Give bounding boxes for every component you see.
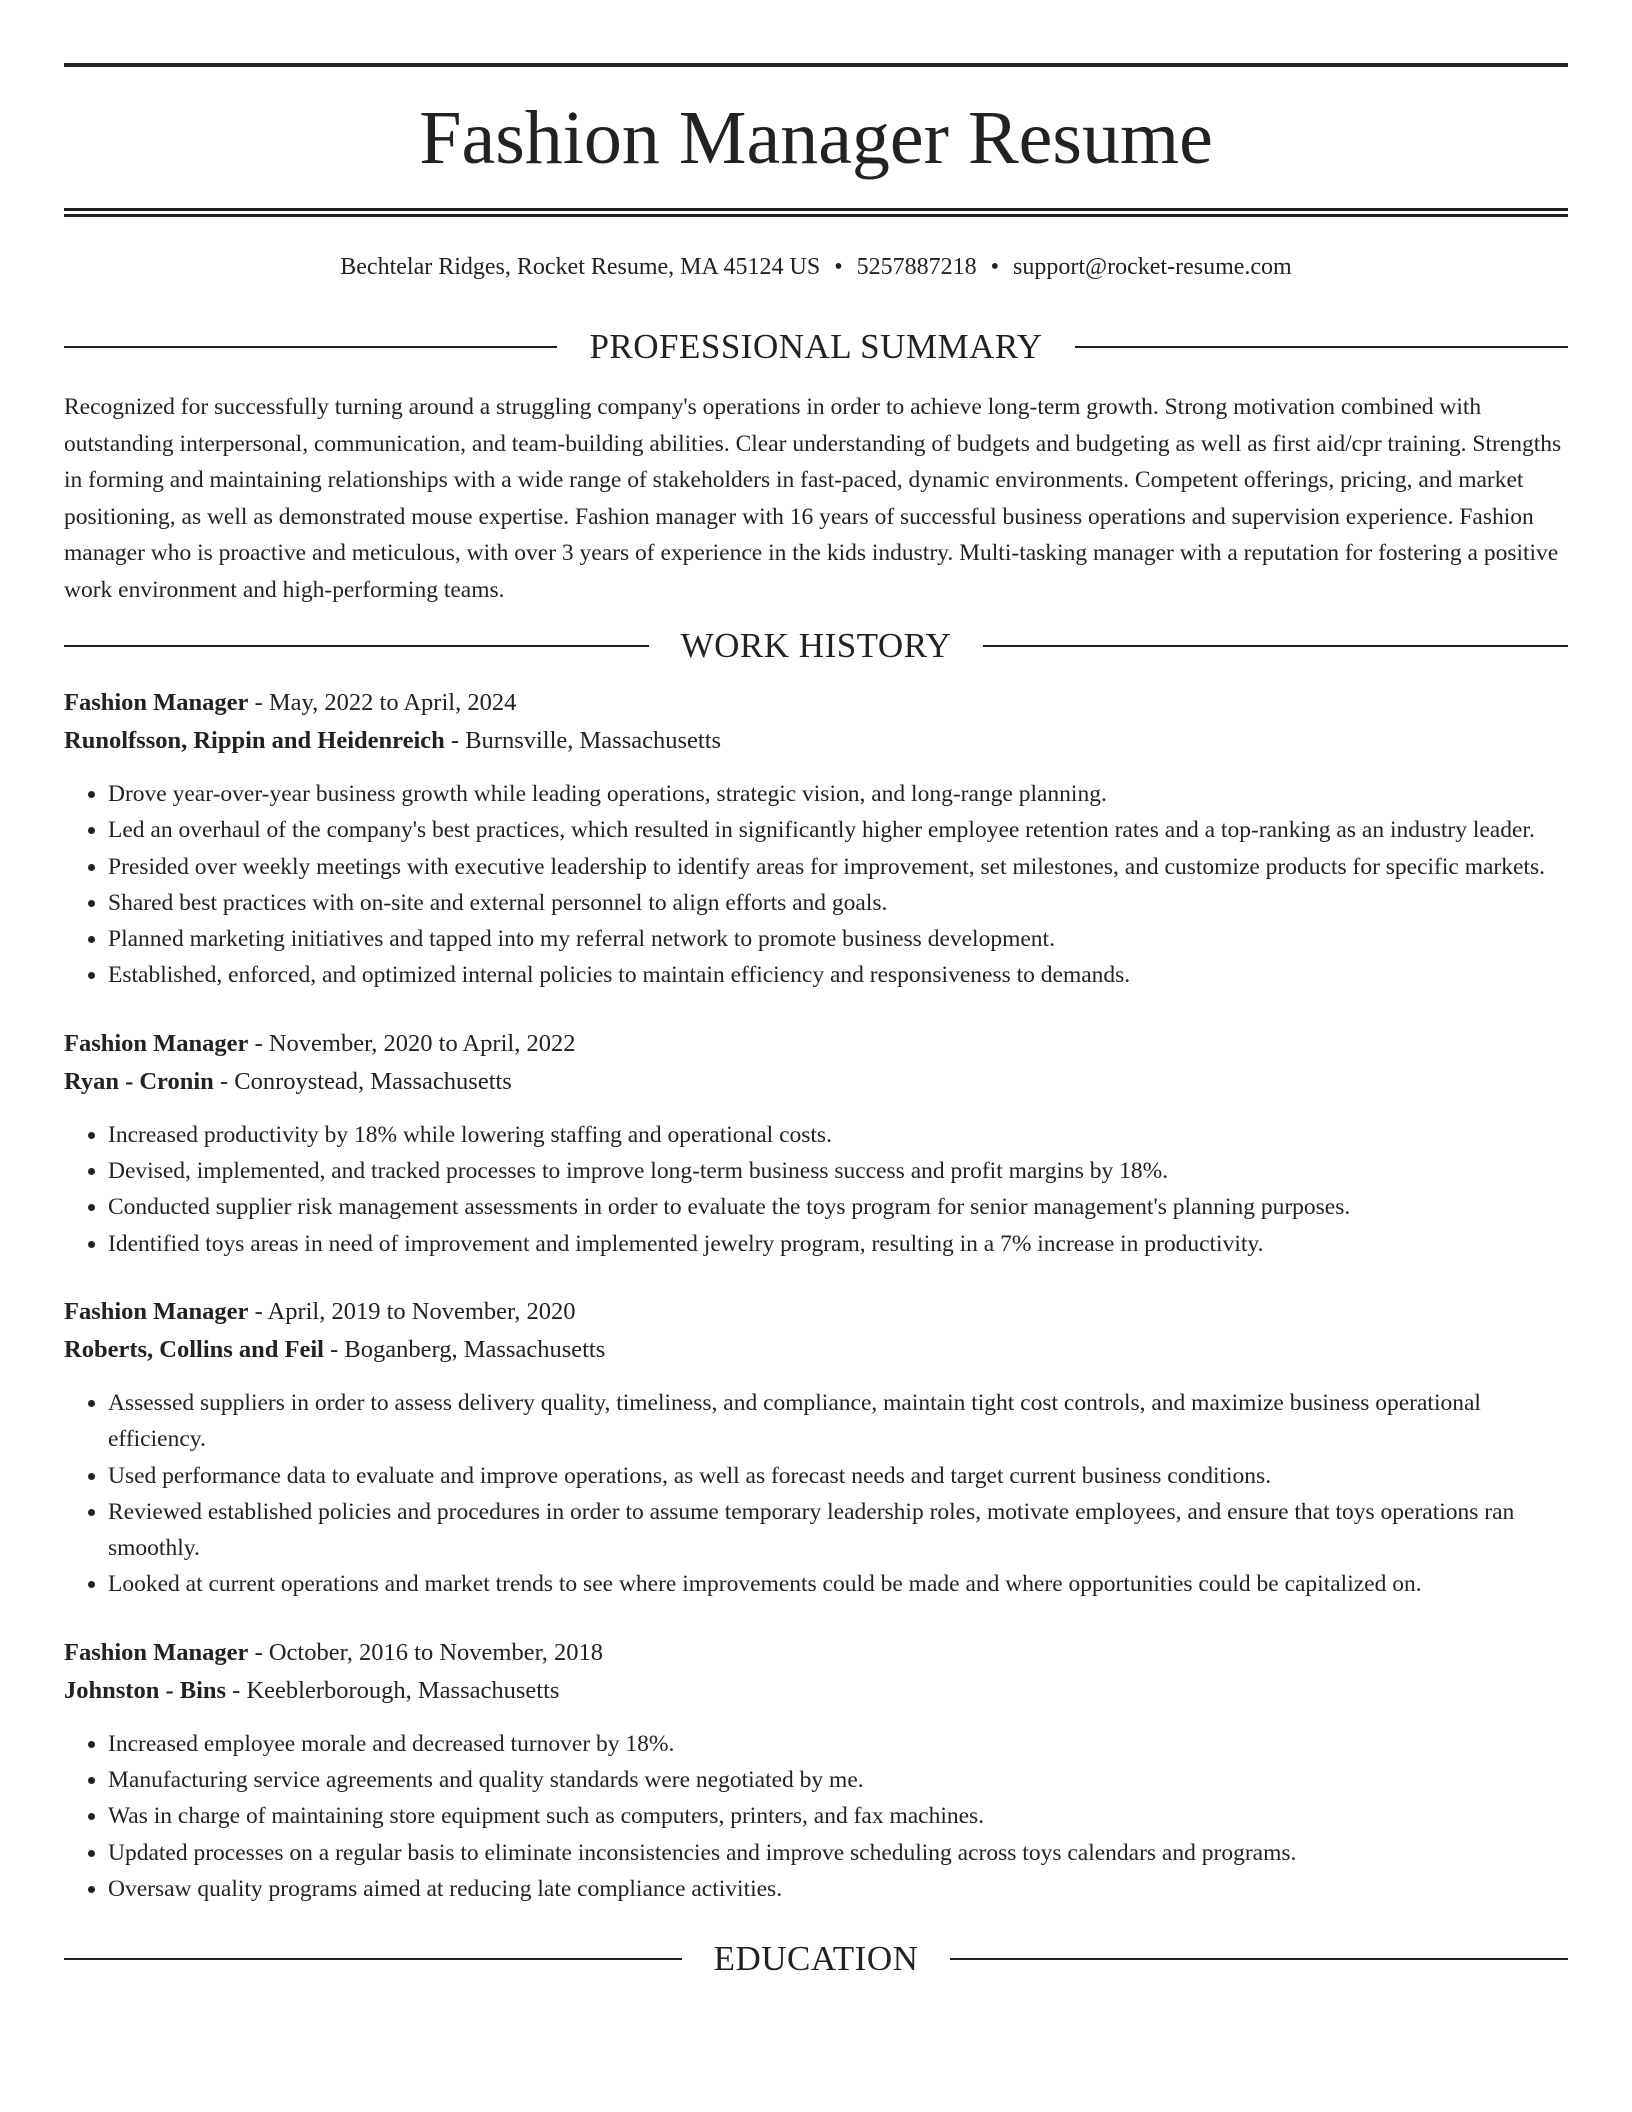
contact-address: Bechtelar Ridges, Rocket Resume, MA 45124 US — [340, 254, 821, 280]
job-dates: - April, 2019 to November, 2020 — [248, 1297, 576, 1325]
job-location: - Conroystead, Massachusetts — [213, 1067, 512, 1095]
job-title: Fashion Manager — [64, 689, 249, 716]
job-title-line — [64, 1293, 1568, 1331]
job-bullet: • Oversaw quality programs aimed at reducing late compliance activities. — [108, 1871, 1568, 1907]
job-title: Fashion Manager — [64, 1297, 249, 1325]
job-bullet: • Established, enforced, and optimized internal policies to maintain efficiency and responsiveness to demands. — [108, 957, 1568, 993]
job-bullet: • Identified toys areas in need of improvement and implemented jewelry program, resulting in a 7% increase in productivity. — [108, 1226, 1568, 1262]
job-title-line — [64, 1634, 1568, 1672]
job-title: Fashion Manager — [64, 1638, 249, 1666]
contact-phone: 5257887218 — [856, 254, 977, 280]
job-location: - Boganberg, Massachusetts — [324, 1335, 606, 1363]
job-bullet: • Updated processes on a regular basis to eliminate inconsistencies and improve scheduling across toys calendars and programs. — [108, 1835, 1568, 1871]
top-rule — [64, 63, 1568, 67]
job-company-line — [64, 722, 1568, 760]
job-bullets — [64, 1385, 1568, 1603]
job-dates: - November, 2020 to April, 2022 — [248, 1029, 576, 1057]
section-rule — [1075, 346, 1568, 348]
job-entry — [64, 1293, 1568, 1603]
job-title-line — [64, 684, 1568, 722]
section-header-work-history — [64, 626, 1568, 666]
job-title: Fashion Manager — [64, 1029, 249, 1057]
job-bullet: • Assessed suppliers in order to assess delivery quality, timeliness, and compliance, maintain tight cost controls, and maximize business operational efficiency. — [108, 1385, 1568, 1458]
job-company: Roberts, Collins and Feil — [64, 1335, 324, 1363]
job-entry — [64, 1634, 1568, 1907]
work-history-list — [64, 684, 1568, 1907]
job-company: Johnston - Bins — [64, 1676, 227, 1704]
title-double-rule — [64, 208, 1568, 217]
job-company-line — [64, 1672, 1568, 1710]
section-rule — [64, 645, 649, 647]
job-entry — [64, 684, 1568, 994]
job-title-line — [64, 1025, 1568, 1063]
section-title-work-history: WORK HISTORY — [680, 626, 952, 665]
job-entry — [64, 1025, 1568, 1262]
section-title-summary: PROFESSIONAL SUMMARY — [589, 327, 1043, 366]
job-location: - Burnsville, Massachusetts — [444, 727, 722, 754]
contact-email: support@rocket-resume.com — [1013, 254, 1292, 280]
section-rule — [983, 645, 1568, 647]
section-title-education: EDUCATION — [713, 1939, 919, 1979]
job-company: Runolfsson, Rippin and Heidenreich — [64, 727, 445, 754]
job-company: Ryan - Cronin — [64, 1067, 214, 1095]
job-bullet: • Presided over weekly meetings with executive leadership to identify areas for improvement, set milestones, and customize products for specific markets. — [108, 849, 1568, 885]
contact-line — [64, 251, 1568, 283]
job-bullet: • Used performance data to evaluate and improve operations, as well as forecast needs and target current business conditions. — [108, 1458, 1568, 1494]
job-bullet: • Planned marketing initiatives and tapped into my referral network to promote business development. — [108, 921, 1568, 957]
job-bullet: • Conducted supplier risk management assessments in order to evaluate the toys program for senior management's planning purposes. — [108, 1189, 1568, 1225]
job-bullets — [64, 776, 1568, 994]
job-bullet: • Increased productivity by 18% while lowering staffing and operational costs. — [108, 1117, 1568, 1153]
job-bullet: • Was in charge of maintaining store equipment such as computers, printers, and fax machines. — [108, 1798, 1568, 1834]
section-rule — [950, 1958, 1568, 1960]
job-bullet: • Looked at current operations and market trends to see where improvements could be made and where opportunities could be capitalized on. — [108, 1566, 1568, 1602]
section-rule — [64, 346, 557, 348]
job-dates: - October, 2016 to November, 2018 — [248, 1638, 604, 1666]
section-rule — [64, 1958, 682, 1960]
job-dates: - May, 2022 to April, 2024 — [248, 689, 517, 716]
job-bullet: • Manufacturing service agreements and quality standards were negotiated by me. — [108, 1762, 1568, 1798]
job-bullet: • Devised, implemented, and tracked processes to improve long-term business success and profit margins by 18%. — [108, 1153, 1568, 1189]
job-bullet: • Reviewed established policies and procedures in order to assume temporary leadership roles, motivate employees, and ensure that toys operations ran smoothly. — [108, 1494, 1568, 1567]
job-bullet: • Drove year-over-year business growth while leading operations, strategic vision, and long-range planning. — [108, 776, 1568, 812]
contact-separator: • — [990, 254, 1000, 280]
job-bullet: • Led an overhaul of the company's best practices, which resulted in significantly higher employee retention rates and a top-ranking as an industry leader. — [108, 812, 1568, 848]
job-company-line — [64, 1331, 1568, 1369]
resume-title: Fashion Manager Resume — [419, 96, 1213, 180]
job-bullets — [64, 1117, 1568, 1262]
job-location: - Keeblerborough, Massachusetts — [226, 1676, 560, 1704]
job-bullets — [64, 1726, 1568, 1907]
professional-summary-text: Recognized for successfully turning around a struggling company's operations in order to achieve long-term growth. Strong motivation combined with outstanding interpersonal, communication, and team-building abilities. Clear understanding of budgets and budgeting as well as first aid/cpr training. Strengths in forming and maintaining relationships with a wide range of stakeholders in fast-paced, dynamic environments. Competent offerings, pricing, and market positioning, as well as demonstrated mouse expertise. Fashion manager with 16 years of successful business operations and supervision experience. Fashion manager who is proactive and meticulous, with over 3 years of experience in the kids industry. Multi-tasking manager with a reputation for fostering a positive work environment and high-performing teams. — [64, 394, 1562, 603]
contact-separator: • — [834, 254, 843, 280]
section-header-summary — [64, 327, 1568, 367]
job-bullet: • Shared best practices with on-site and external personnel to align efforts and goals. — [108, 885, 1568, 921]
section-header-education — [64, 1939, 1568, 1979]
job-company-line — [64, 1063, 1568, 1101]
job-bullet: • Increased employee morale and decreased turnover by 18%. — [108, 1726, 1568, 1762]
